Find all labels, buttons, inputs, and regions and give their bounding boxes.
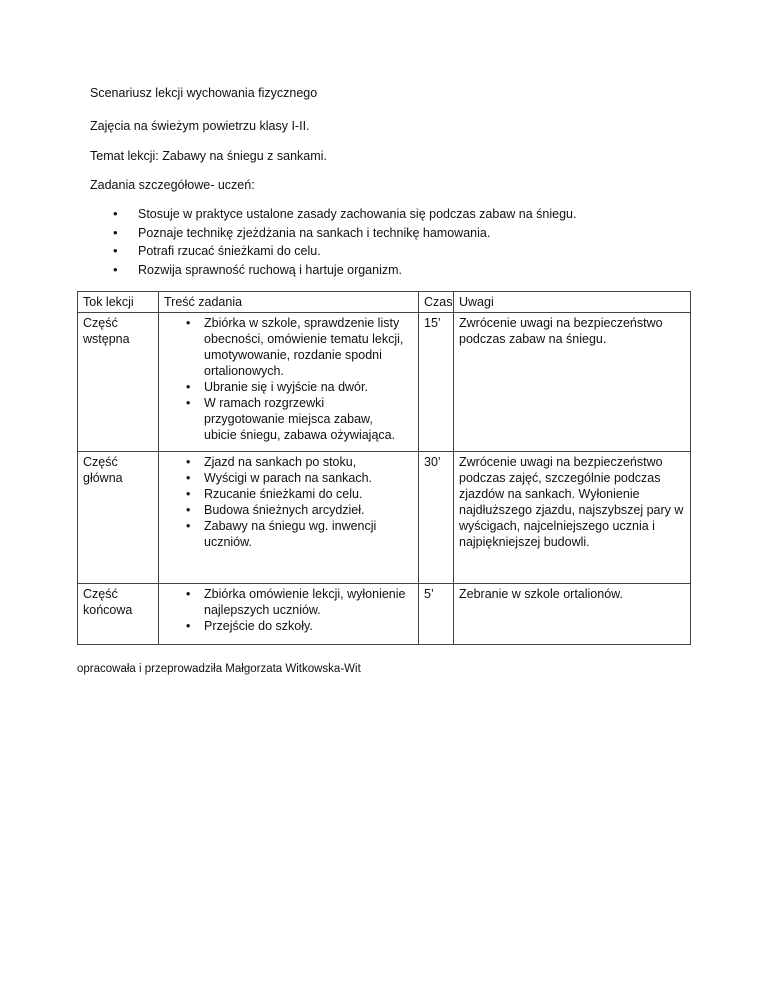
task-item: • Zabawy na śniegu wg. inwencji uczniów. — [164, 518, 414, 550]
lesson-table — [77, 291, 691, 645]
objective-item: • Rozwija sprawność ruchową i hartuje organizm. — [90, 261, 576, 280]
tasks-cell — [159, 313, 419, 452]
table-row — [78, 452, 691, 584]
task-item: • Zjazd na sankach po stoku, — [164, 454, 414, 470]
header-cell-time: Czas — [419, 292, 454, 313]
table-row — [78, 313, 691, 452]
header-cell-notes: Uwagi — [454, 292, 691, 313]
header-cell-stage: Tok lekcji — [78, 292, 159, 313]
time-cell: 5’ — [419, 584, 454, 645]
notes-cell: Zebranie w szkole ortalionów. — [454, 584, 691, 645]
author-footer: opracowała i przeprowadziła Małgorzata Witkowska-Wit — [77, 663, 361, 675]
task-item: • Ubranie się i wyjście na dwór. — [164, 379, 414, 395]
objectives-heading: Zadania szczegółowe- uczeń: — [90, 178, 255, 192]
objective-item: • Stosuje w praktyce ustalone zasady zachowania się podczas zabaw na śniegu. — [90, 205, 576, 224]
objectives-list — [90, 205, 576, 279]
tasks-cell — [159, 452, 419, 584]
task-item: • Budowa śnieżnych arcydzieł. — [164, 502, 414, 518]
document-title: Scenariusz lekcji wychowania fizycznego — [90, 86, 318, 100]
task-item: • Zbiórka w szkole, sprawdzenie listy obecności, omówienie tematu lekcji, umotywowanie, rozdanie spodni ortalionowych. — [164, 315, 414, 379]
class-line: Zajęcia na świeżym powietrzu klasy I-II. — [90, 119, 310, 133]
task-item: • Rzucanie śnieżkami do celu. — [164, 486, 414, 502]
objective-item: • Potrafi rzucać śnieżkami do celu. — [90, 242, 576, 261]
header-cell-tasks: Treść zadania — [159, 292, 419, 313]
part-cell: Część główna — [78, 452, 159, 584]
task-item: • Przejście do szkoły. — [164, 618, 414, 634]
table-header-row — [78, 292, 691, 313]
topic-line: Temat lekcji: Zabawy na śniegu z sankami. — [90, 149, 327, 163]
time-cell: 15’ — [419, 313, 454, 452]
table-row — [78, 584, 691, 645]
objective-item: • Poznaje technikę zjeżdżania na sankach i technikę hamowania. — [90, 224, 576, 243]
notes-cell: Zwrócenie uwagi na bezpieczeństwo podczas zajęć, szczególnie podczas zjazdów na sankach. Wyłonienie najdłuższego zjazdu, najszybszej pary w wyścigach, najcelniejszego ucznia i najpiękniejszej budowli. — [454, 452, 691, 584]
task-item: • W ramach rozgrzewki przygotowanie miejsca zabaw, ubicie śniegu, zabawa ożywiająca. — [164, 395, 414, 443]
tasks-cell — [159, 584, 419, 645]
part-cell: Część końcowa — [78, 584, 159, 645]
task-item: • Wyścigi w parach na sankach. — [164, 470, 414, 486]
time-cell: 30’ — [419, 452, 454, 584]
task-item: • Zbiórka omówienie lekcji, wyłonienie najlepszych uczniów. — [164, 586, 414, 618]
part-cell: Część wstępna — [78, 313, 159, 452]
notes-cell: Zwrócenie uwagi na bezpieczeństwo podczas zabaw na śniegu. — [454, 313, 691, 452]
